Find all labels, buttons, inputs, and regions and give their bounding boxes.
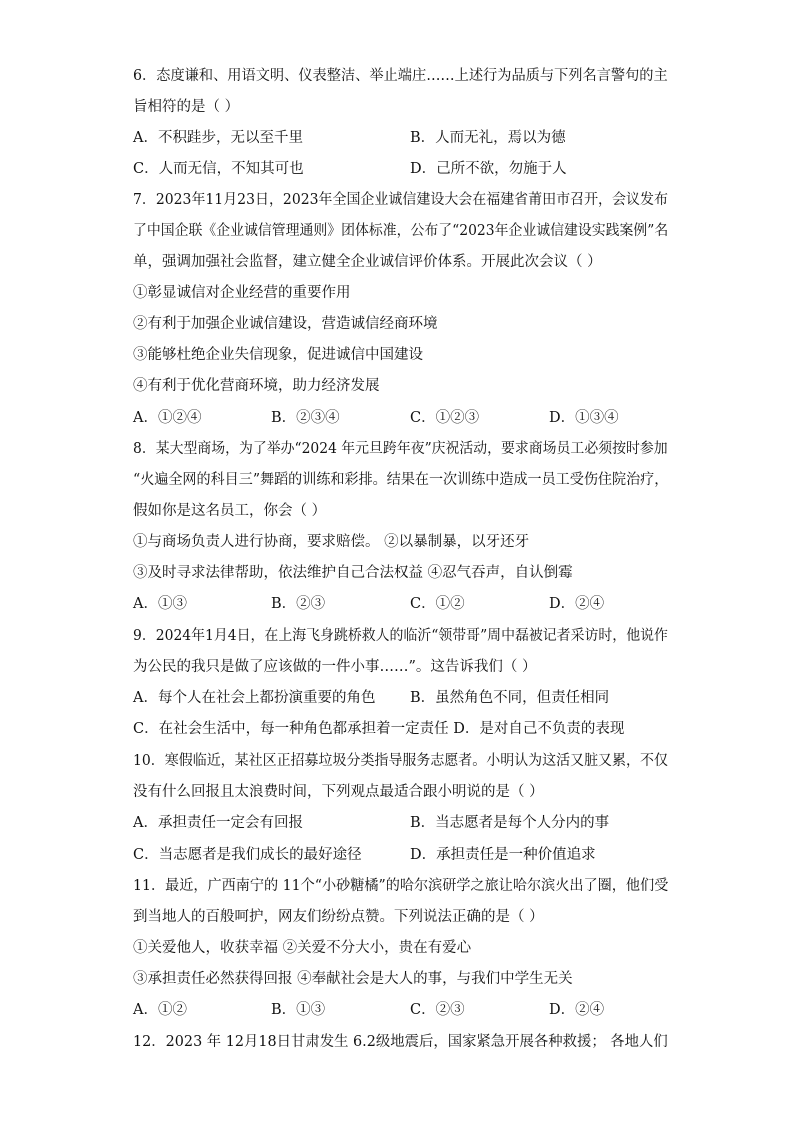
q11-statements-3-4: ③承担责任必然获得回报 ④奉献社会是大人的事，与我们中学生无关 [133, 971, 573, 987]
q6-stem-line-1: 6．态度谦和、用语文明、仪表整洁、举止端庄……上述行为品质与下列名言警句的主 [133, 68, 668, 84]
q7-statement-4: ④有利于优化营商环境，助力经济发展 [133, 378, 380, 394]
q9-option-a: A．每个人在社会上都扮演重要的角色 [133, 690, 376, 706]
q10-option-b: B．当志愿者是每个人分内的事 [410, 815, 610, 831]
q9-stem-line-2: 为公民的我只是做了应该做的一件小事……”。这告诉我们（ ） [133, 659, 537, 675]
q7-statement-1: ①彰显诚信对企业经营的重要作用 [133, 285, 351, 301]
q7-option-d: D．①③④ [549, 410, 619, 426]
q11-stem-line-1: 11．最近，广西南宁的 11个“小砂糖橘”的哈尔滨研学之旅让哈尔滨火出了圈，他们受 [133, 878, 669, 894]
q7-statement-3: ③能够杜绝企业失信现象，促进诚信中国建设 [133, 347, 423, 363]
q9-stem-line-1: 9．2024年1月4日，在上海飞身跳桥救人的临沂“领带哥”周中磊被记者采访时，他说作 [133, 628, 668, 644]
q10-stem-line-2: 没有什么回报且太浪费时间，下列观点最适合跟小明说的是（ ） [133, 784, 544, 800]
q6-stem-line-2: 旨相符的是（ ） [133, 99, 240, 115]
q10-option-c: C．当志愿者是我们成长的最好途径 [133, 847, 362, 863]
q7-stem-line-3: 单，强调加强社会监督，建立健全企业诚信评价体系。开展此次会议（ ） [133, 254, 602, 270]
q8-statements-1-2: ①与商场负责人进行协商，要求赔偿。 ②以暴制暴，以牙还牙 [133, 534, 530, 550]
q8-statements-3-4: ③及时寻求法律帮助，依法维护自己合法权益 ④忍气吞声，自认倒霉 [133, 565, 573, 581]
q11-statements-1-2: ①关爱他人，收获幸福 ②关爱不分大小，贵在有爱心 [133, 940, 472, 956]
q12-stem-line-1: 12．2023 年 12月18日甘肃发生 6.2级地震后，国家紧急开展各种救援； 各地人们 [133, 1034, 668, 1050]
q10-option-a: A．承担责任一定会有回报 [133, 815, 303, 831]
q10-stem-line-1: 10．寒假临近，某社区正招募垃圾分类指导服务志愿者。小明认为这活又脏又累，不仅 [133, 753, 668, 769]
q8-option-a: A．①③ [133, 596, 187, 612]
q11-option-b: B．①③ [271, 1002, 326, 1018]
q6-option-d: D．己所不欲，勿施于人 [410, 161, 567, 177]
q11-stem-line-2: 到当地人的百般呵护，网友们纷纷点赞。下列说法正确的是（ ） [133, 909, 544, 925]
q10-option-d: D．承担责任是一种价值追求 [410, 847, 596, 863]
q6-option-a: A．不积跬步，无以至千里 [133, 130, 303, 146]
q6-option-b: B．人而无礼，焉以为德 [410, 130, 566, 146]
q7-option-c: C．①②③ [410, 410, 480, 426]
q8-option-d: D．②④ [549, 596, 605, 612]
q7-stem-line-2: 了中国企联《企业诚信管理通则》团体标准，公布了“2023年企业诚信建设实践案例”名 [133, 223, 669, 239]
q11-option-d: D．②④ [549, 1002, 605, 1018]
q8-stem-line-3: 假如你是这名员工，你会（ ） [133, 503, 327, 519]
q7-option-b: B．②③④ [271, 410, 340, 426]
q9-option-b: B．虽然角色不同，但责任相同 [410, 690, 610, 706]
q11-option-c: C．②③ [410, 1002, 465, 1018]
q8-option-c: C．①② [410, 596, 465, 612]
q7-statement-2: ②有利于加强企业诚信建设，营造诚信经商环境 [133, 316, 438, 332]
q6-option-c: C．人而无信，不知其可也 [133, 161, 304, 177]
q8-option-b: B．②③ [271, 596, 326, 612]
q8-stem-line-2: “火遍全网的科目三”舞蹈的训练和彩排。结果在一次训练中造成一员工受伤住院治疗， [133, 472, 669, 488]
q7-option-a: A．①②④ [133, 410, 202, 426]
q9-options-row-2: C．在社会生活中，每一种角色都承担着一定责任 D．是对自己不负责的表现 [133, 721, 625, 737]
q11-option-a: A．①② [133, 1002, 187, 1018]
q8-stem-line-1: 8．某大型商场，为了举办“2024 年元旦跨年夜”庆祝活动，要求商场员工必须按时参加 [133, 441, 668, 457]
q7-stem-line-1: 7．2023年11月23日，2023年全国企业诚信建设大会在福建省莆田市召开，会议发布 [133, 192, 668, 208]
